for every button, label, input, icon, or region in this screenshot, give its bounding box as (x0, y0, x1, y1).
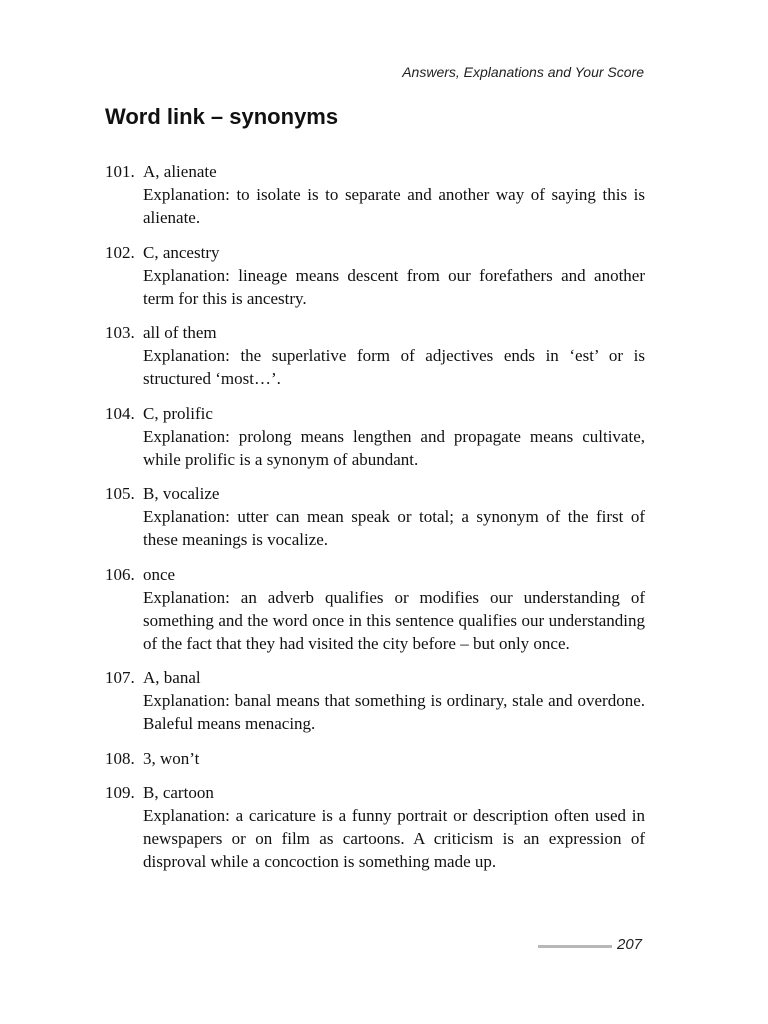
running-header: Answers, Explanations and Your Score (402, 64, 644, 80)
answer-item-101 (105, 160, 645, 229)
answer-item-107 (105, 666, 645, 735)
explanation-text: Explanation: prolong means lengthen and propagate means cultivate, while prolific is a synonym of abundant. (143, 426, 645, 469)
answer-item-108 (105, 747, 645, 770)
answer-item-103 (105, 321, 645, 390)
answer-number: 105. (105, 484, 135, 503)
section-title: Word link – synonyms (105, 104, 339, 129)
answer-item-109 (105, 781, 645, 873)
answer-text: C, prolific (143, 403, 213, 423)
answer-text: B, vocalize (143, 484, 220, 503)
folio-rule (538, 945, 612, 948)
answer-text: C, ancestry (143, 242, 220, 262)
answer-number: 104. (105, 403, 135, 423)
answer-list (105, 160, 645, 885)
answer-text: B, cartoon (143, 783, 214, 802)
answer-text: 3, won’t (143, 748, 200, 768)
answer-item-104 (105, 402, 645, 471)
explanation-text: Explanation: a caricature is a funny portrait or description often used in newspapers or on film as cartoons. A criticism is an expression of disproval while a concoction is something made up. (143, 806, 645, 871)
explanation-text: Explanation: utter can mean speak or total; a synonym of the first of these meanings is vocalize. (143, 507, 645, 549)
explanation-text: Explanation: the superlative form of adjectives ends in ‘est’ or is structured ‘most…’. (143, 346, 645, 388)
explanation-text: Explanation: an adverb qualifies or modifies our understanding of something and the word once in this sentence qualifies our understanding of the fact that they had visited the city before – but only once. (143, 587, 645, 653)
answer-text: once (143, 564, 176, 584)
answer-number: 107. (105, 668, 135, 687)
explanation-text: Explanation: banal means that something is ordinary, stale and overdone. Baleful means menacing. (143, 691, 645, 733)
answer-text: A, alienate (143, 162, 217, 181)
answer-number: 102. (105, 242, 135, 262)
explanation-text: Explanation: to isolate is to separate and another way of saying this is alienate. (143, 185, 645, 227)
answer-text: A, banal (143, 668, 201, 687)
answer-number: 108. (105, 748, 135, 768)
answer-number: 101. (105, 162, 135, 181)
answer-number: 106. (105, 564, 135, 584)
answer-text: all of them (143, 323, 217, 342)
answer-item-105 (105, 482, 645, 551)
answer-item-106 (105, 563, 645, 655)
answer-number: 109. (105, 783, 135, 802)
answer-number: 103. (105, 323, 135, 342)
answer-item-102 (105, 241, 645, 310)
page-number: 207 (617, 936, 643, 953)
explanation-text: Explanation: lineage means descent from our forefathers and another term for this is ancestry. (143, 265, 645, 308)
